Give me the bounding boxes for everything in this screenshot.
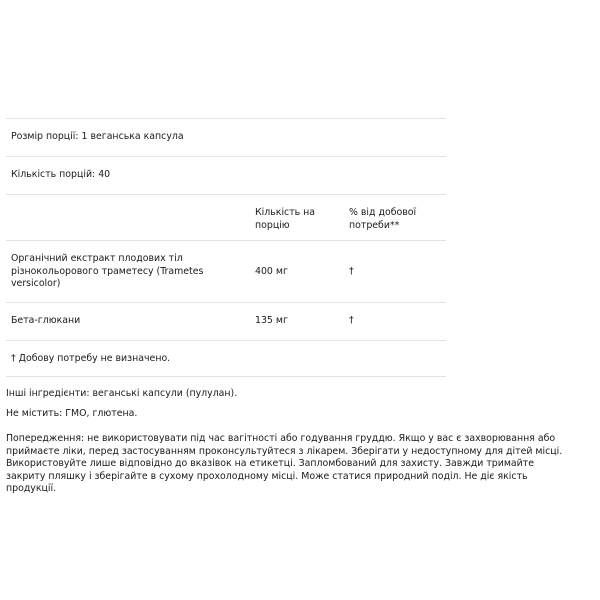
ingredient-row: [6, 302, 446, 340]
serving-size-row: [6, 118, 446, 156]
ingredient-row: [6, 240, 446, 302]
footnote-row: [6, 340, 446, 376]
ingredient-daily-value: †: [349, 266, 354, 277]
other-ingredients: Інші інгредієнти: веганські капсули (пулулан).: [6, 388, 238, 399]
serving-size: Розмір порції: 1 веганська капсула: [11, 131, 184, 142]
servings-per-container: Кількість порцій: 40: [11, 169, 111, 180]
daily-value-header: % від добової потреби**: [349, 207, 417, 231]
free-of: Не містить: ГМО, глютена.: [6, 408, 138, 419]
table-header-row: [6, 194, 446, 240]
ingredient-name: Органічний екстракт плодових тіл різнокольорового траметесу (Trametes versicolor): [11, 253, 204, 289]
ingredient-daily-value: †: [349, 315, 354, 326]
ingredient-amount: 135 мг: [255, 315, 288, 326]
ingredient-name: Бета-глюкани: [11, 315, 81, 326]
footnote: † Добову потребу не визначено.: [11, 353, 171, 364]
servings-per-container-row: [6, 156, 446, 194]
supplement-facts-table: [6, 118, 446, 377]
table-bottom-border: [6, 376, 446, 377]
ingredient-amount: 400 мг: [255, 266, 288, 277]
warning: Попередження: не використовувати під час вагітності або годування груддю. Якщо у вас є захворювання або приймаєте ліки, перед застосуванням проконсультуйтеся з лікарем. Зберігати у недоступному для дітей місці. Використовуйте лише відповідно до вказівок на етикетці. Запломбований для захисту. Завжди тримайте закриту пляшку і зберігайте в сухому прохолодному місці. Може статися природний поділ. Не діє якість продукції.: [6, 433, 563, 494]
amount-per-serving-header: Кількість на порцію: [255, 207, 316, 231]
